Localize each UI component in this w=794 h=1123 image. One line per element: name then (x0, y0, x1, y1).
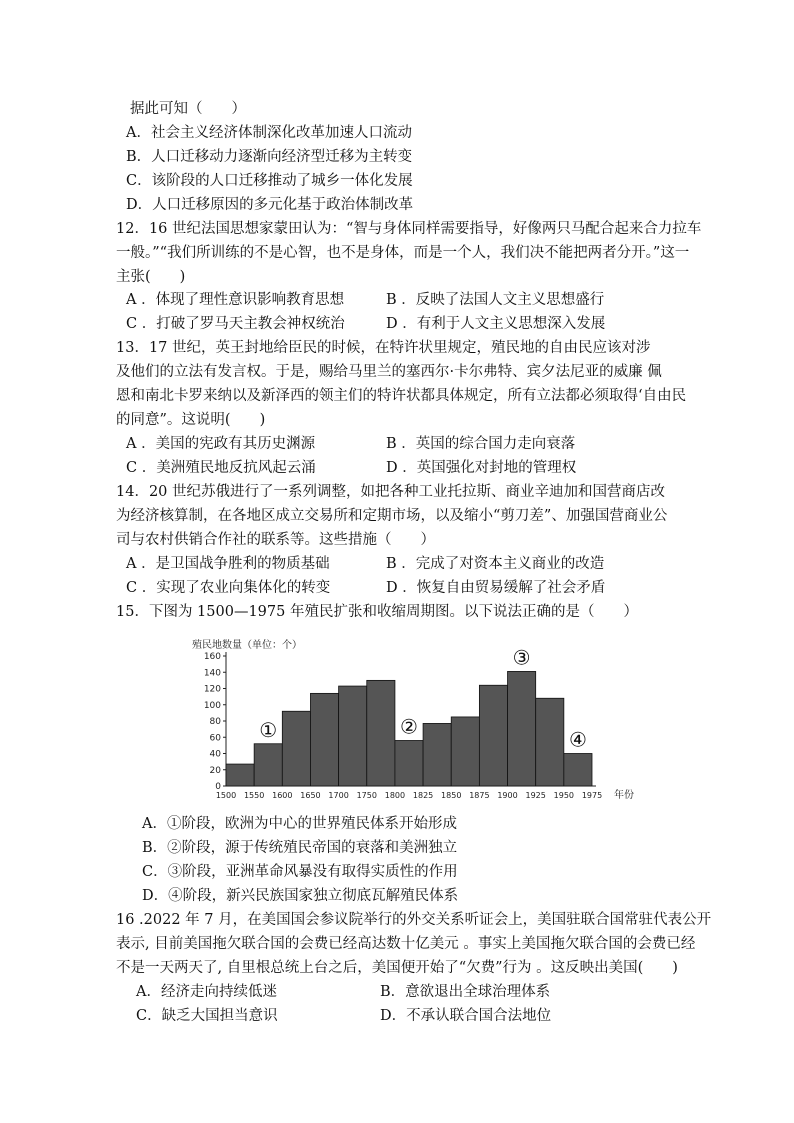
x-tick-label: 1700 (328, 791, 349, 800)
q16-option-b[interactable]: B．意欲退出全球治理体系 (380, 984, 551, 1000)
y-tick-label: 80 (209, 717, 221, 727)
q12-option-c[interactable]: C ．打破了罗马天主教会神权统治 (126, 316, 345, 332)
q14-option-d[interactable]: D ．恢复自由贸易缓解了社会矛盾 (386, 580, 606, 596)
bar (395, 741, 423, 787)
q12-stem-line-3: 主张( ) (116, 269, 186, 285)
x-tick-label: 1900 (497, 791, 518, 800)
x-tick-label: 1500 (215, 791, 237, 800)
x-tick-label: 1800 (384, 791, 406, 800)
y-tick-label: 60 (209, 733, 221, 744)
bar (508, 671, 536, 786)
q16-stem-line-2: 表示, 目前美国拖欠联合国的会费已经高达数十亿美元 。事实上美国拖欠联合国的会费已经 (116, 936, 696, 952)
x-tick-label: 1600 (272, 791, 293, 800)
q11-stem: 据此可知（ ） (130, 101, 246, 117)
q13-stem-line-2: 及他们的立法有发言权。于是，赐给马里兰的塞西尔·卡尔弗特、宾夕法尼亚的威廉 佩 (116, 364, 662, 380)
stage-annotation: ③ (512, 645, 531, 670)
q16-option-c[interactable]: C．缺乏大国担当意识 (136, 1008, 278, 1024)
bar (310, 693, 338, 786)
bar (254, 744, 282, 786)
q14-stem-line-3: 司与农村供销合作社的联系等。这些措施（ ） (116, 532, 435, 548)
q13-option-b[interactable]: B ．英国的综合国力走向衰落 (386, 436, 576, 452)
y-axis-label: 殖民地数量（单位：个） (192, 640, 302, 651)
y-tick-label: 20 (209, 765, 221, 776)
q15-option-b[interactable]: B．②阶段，源于传统殖民帝国的衰落和美洲独立 (142, 840, 458, 856)
x-tick-label: 1550 (243, 791, 265, 800)
q15-stem: 15．下图为 1500—1975 年殖民扩张和收缩周期图。以下说法正确的是（ ） (116, 604, 638, 620)
q16-stem-line-3: 不是一天两天了, 自里根总统上台之后，美国便开始了“欠费”行为 。这反映出美国( ) (116, 960, 678, 976)
q14-option-a[interactable]: A ．是卫国战争胜利的物质基础 (126, 556, 330, 572)
bar (423, 723, 451, 786)
y-tick-label: 160 (203, 652, 221, 662)
q14-stem-line-1: 14．20 世纪苏俄进行了一系列调整，如把各种工业托拉斯、商业辛迪加和国营商店改 (116, 484, 666, 500)
q15-option-c[interactable]: C．③阶段，亚洲革命风暴没有取得实质性的作用 (142, 864, 458, 880)
bar (564, 754, 592, 787)
y-tick-label: 0 (215, 782, 221, 792)
y-tick-label: 100 (203, 700, 221, 711)
bar (282, 711, 310, 786)
q13-stem-line-1: 13．17 世纪，英王封地给臣民的时候，在特许状里规定，殖民地的自由民应该对涉 (116, 340, 651, 356)
q13-stem-line-4: 的同意”。这说明( ) (116, 412, 266, 428)
q16-option-a[interactable]: A．经济走向持续低迷 (136, 984, 277, 1000)
x-tick-label: 1850 (441, 791, 462, 800)
bar (479, 685, 507, 786)
x-tick-label: 1925 (525, 791, 546, 800)
y-tick-label: 40 (209, 749, 221, 760)
q12-option-b[interactable]: B ．反映了法国人文主义思想盛行 (386, 292, 605, 308)
bar (226, 764, 254, 786)
x-tick-label: 1875 (469, 791, 490, 800)
q12-stem-line-2: 一般。”“我们所训练的不是心智，也不是身体，而是一个人，我们决不能把两者分开。”这一 (116, 245, 690, 261)
bar (367, 680, 395, 786)
q11-option-a[interactable]: A．社会主义经济体制深化改革加速人口流动 (126, 125, 412, 141)
q11-option-c[interactable]: C．该阶段的人口迁移推动了城乡一体化发展 (126, 173, 413, 189)
q13-option-c[interactable]: C ．美洲殖民地反抗风起云涌 (126, 460, 316, 476)
q12-stem-line-1: 12．16 世纪法国思想家蒙田认为：“智与身体同样需要指导，好像两只马配合起来合力拉车 (116, 221, 702, 237)
q14-option-b[interactable]: B ．完成了对资本主义商业的改造 (386, 556, 605, 572)
x-tick-label: 1825 (412, 791, 434, 800)
q15-option-d[interactable]: D．④阶段，新兴民族国家独立彻底瓦解殖民体系 (142, 888, 459, 904)
q13-option-a[interactable]: A ．美国的宪政有其历史渊源 (126, 436, 316, 452)
q13-option-d[interactable]: D ．英国强化对封地的管理权 (386, 460, 577, 476)
x-tick-label: 1950 (553, 791, 575, 800)
bar (536, 698, 564, 786)
x-tick-label: 1975 (581, 791, 603, 800)
x-tick-label: 1650 (300, 791, 321, 800)
q16-stem-line-1: 16 .2022 年 7 月，在美国国会参议院举行的外交关系听证会上，美国驻联合国常驻代表公开 (116, 912, 712, 928)
q14-option-c[interactable]: C ．实现了农业向集体化的转变 (126, 580, 331, 596)
q14-stem-line-2: 为经济核算制，在各地区成立交易所和定期市场，以及缩小“剪刀差”、加强国营商业公 (116, 508, 668, 524)
stage-annotation: ④ (568, 727, 587, 752)
stage-annotation: ① (259, 717, 278, 742)
q12-option-d[interactable]: D ．有利于人文主义思想深入发展 (386, 316, 606, 332)
q15-option-a[interactable]: A．①阶段，欧洲为中心的世界殖民体系开始形成 (142, 816, 457, 832)
y-tick-label: 140 (203, 668, 221, 679)
y-tick-label: 120 (203, 684, 221, 695)
x-tick-label: 1750 (356, 791, 377, 800)
q13-stem-line-3: 恩和南北卡罗来纳以及新泽西的领主们的特许状都具体规定，所有立法都必须取得‘自由民 (116, 388, 687, 404)
q11-option-b[interactable]: B．人口迁移动力逐渐向经济型迁移为主转变 (126, 149, 413, 165)
colony-count-chart (190, 636, 660, 802)
q12-option-a[interactable]: A ．体现了理性意识影响教育思想 (126, 292, 345, 308)
x-axis-label: 年份 (614, 790, 634, 801)
q11-option-d[interactable]: D．人口迁移原因的多元化基于政治体制改革 (126, 197, 414, 213)
q16-option-d[interactable]: D．不承认联合国合法地位 (380, 1008, 552, 1024)
bar (451, 717, 479, 786)
stage-annotation: ② (400, 714, 418, 739)
bar (339, 686, 367, 786)
